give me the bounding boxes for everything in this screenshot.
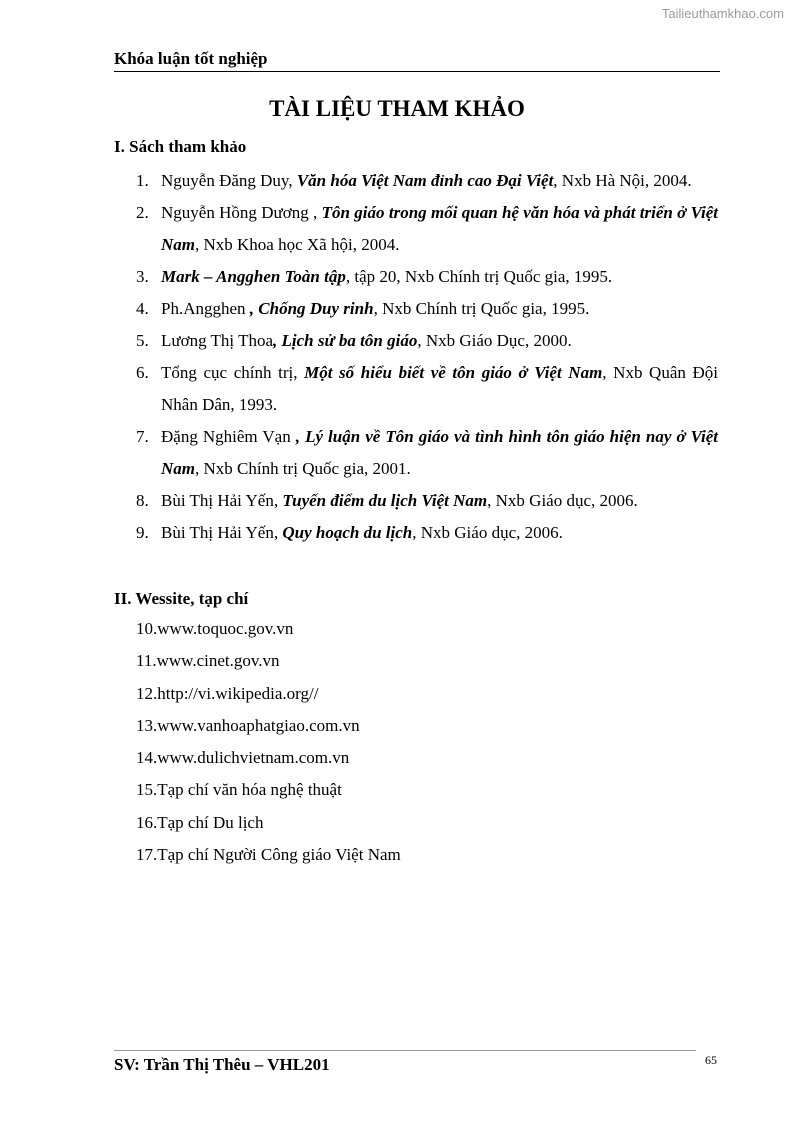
book-author: Nguyễn Đăng Duy, — [161, 171, 293, 190]
item-number: 5. — [136, 331, 149, 350]
book-title: Một số hiểu biết về tôn giáo ở Việt Nam — [304, 363, 603, 382]
book-title: , Lý luận về Tôn giáo và tình hình tôn giáo hiện nay ở Việt Nam — [161, 427, 719, 478]
section-websites-heading: II. Wessite, tạp chí — [114, 589, 249, 608]
page-title: TÀI LIỆU THAM KHẢO — [269, 96, 525, 121]
book-publisher: , Nxb Chính trị Quốc gia, 1995. — [373, 299, 590, 318]
book-title: Tôn giáo trong mối quan hệ văn hóa và phát triển ở Việt Nam — [161, 203, 718, 254]
website-item: 12.http://vi.wikipedia.org// — [136, 683, 319, 703]
page-number: 65 — [705, 1053, 717, 1067]
book-item — [136, 165, 718, 197]
book-title: , Lịch sử ba tôn giáo — [273, 331, 418, 350]
book-author: Đặng Nghiêm Vạn — [161, 427, 291, 446]
book-publisher: , Nxb Giáo dục, 2006. — [412, 523, 563, 542]
item-number: 3. — [136, 267, 149, 286]
website-item: 10.www.toquoc.gov.vn — [136, 619, 294, 638]
book-publisher: , tập 20, Nxb Chính trị Quốc gia, 1995. — [345, 267, 613, 286]
book-publisher: , Nxb Chính trị Quốc gia, 2001. — [195, 459, 411, 478]
book-author: Tổng cục chính trị, — [161, 363, 298, 382]
website-item: 15.Tạp chí văn hóa nghệ thuật — [136, 780, 342, 800]
footer-divider — [114, 1050, 696, 1051]
item-number: 1. — [136, 171, 149, 190]
book-publisher: , Nxb Khoa học Xã hội, 2004. — [195, 235, 400, 254]
website-item: 13.www.vanhoaphatgiao.com.vn — [136, 715, 360, 735]
book-title: Mark – Angghen Toàn tập — [161, 267, 346, 286]
website-item: 14.www.dulichvietnam.com.vn — [136, 748, 350, 768]
running-header: Khóa luận tốt nghiệp — [114, 49, 720, 72]
item-number: 7. — [136, 427, 149, 446]
book-author: Ph.Angghen — [161, 299, 246, 318]
book-item — [136, 517, 718, 549]
website-item: 11.www.cinet.gov.vn — [136, 651, 280, 671]
website-item: 17.Tạp chí Người Công giáo Việt Nam — [136, 845, 401, 865]
book-publisher: , Nxb Hà Nội, 2004. — [553, 171, 692, 190]
book-item — [136, 293, 718, 325]
book-item — [136, 421, 718, 485]
book-item — [136, 261, 718, 293]
book-author: Bùi Thị Hải Yến, — [161, 523, 279, 542]
book-list — [136, 165, 718, 549]
website-list — [136, 613, 401, 871]
book-title: Quy hoạch du lịch — [282, 523, 413, 542]
book-title: , Chống Duy rinh — [249, 299, 374, 318]
item-number: 6. — [136, 363, 149, 382]
section-books-heading: I. Sách tham khảo — [114, 137, 247, 156]
item-number: 4. — [136, 299, 149, 318]
book-publisher: , Nxb Giáo Dục, 2000. — [417, 331, 572, 350]
book-item — [136, 197, 718, 261]
book-item — [136, 485, 718, 517]
item-number: 9. — [136, 523, 149, 542]
book-title: Tuyến điểm du lịch Việt Nam — [282, 491, 488, 510]
book-item — [136, 325, 718, 357]
footer-author: SV: Trần Thị Thêu – VHL201 — [114, 1055, 330, 1074]
watermark: Tailieuthamkhao.com — [661, 6, 784, 21]
book-item — [136, 357, 718, 421]
book-author: Nguyễn Hồng Dương , — [161, 203, 318, 222]
book-author: Lương Thị Thoa — [161, 331, 274, 350]
item-number: 2. — [136, 203, 149, 222]
book-publisher: , Nxb Quân Đội Nhân Dân, 1993. — [161, 363, 719, 414]
book-title: Văn hóa Việt Nam đỉnh cao Đại Việt — [296, 171, 554, 190]
website-item: 16.Tạp chí Du lịch — [136, 812, 264, 832]
book-author: Bùi Thị Hải Yến, — [161, 491, 279, 510]
item-number: 8. — [136, 491, 149, 510]
book-publisher: , Nxb Giáo dục, 2006. — [487, 491, 638, 510]
